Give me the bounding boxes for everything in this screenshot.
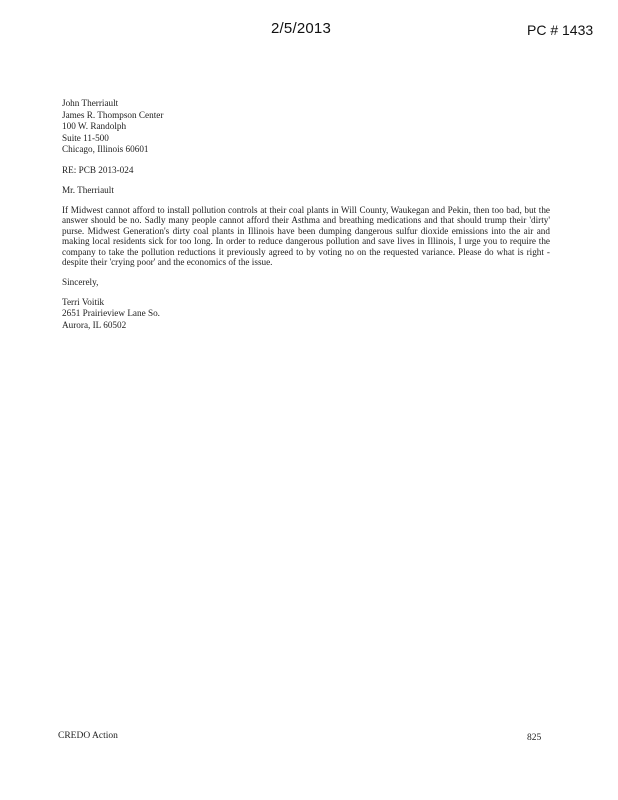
- sender-address-line: 2651 Prairieview Lane So.: [62, 308, 160, 319]
- public-comment-number: PC # 1433: [527, 22, 594, 38]
- recipient-address: [62, 98, 550, 156]
- sender-address-line: Terri Voitik: [62, 296, 105, 307]
- sender-address: [62, 297, 550, 332]
- recipient-address-line: John Therriault: [62, 98, 119, 108]
- recipient-address-line: James R. Thompson Center: [62, 109, 164, 120]
- letter-paragraph: If Midwest cannot afford to install pollution controls at their coal plants in Will County, Waukegan and Pekin, then too bad, but the answer should be no. Sadly many people cannot afford their Asthma and breathing medications and that should trump their 'dirty' purse. Midwest Generation's dirty coal plants in Illinois have been dumping dangerous sulfur dioxide emissions into the air and making local residents sick for too long. In order to reduce dangerous pollution and save lives in Illinois, I urge you to require the company to take the pollution reductions it previously agreed to by voting no on the requested variance. Please do what is right - despite their 'crying poor' and the economics of the issue.: [62, 204, 550, 268]
- re-line: RE: PCB 2013-024: [62, 164, 134, 175]
- recipient-address-line: Suite 11-500: [62, 132, 109, 143]
- closing: Sincerely,: [62, 277, 99, 288]
- letter-body: [62, 98, 550, 331]
- header-date: 2/5/2013: [271, 20, 331, 37]
- page-number: 825: [527, 733, 542, 743]
- salutation: Mr. Therriault: [62, 185, 114, 195]
- footer-organization: CREDO Action: [58, 731, 118, 741]
- recipient-address-line: Chicago, Illinois 60601: [62, 144, 149, 154]
- sender-address-line: Aurora, IL 60502: [62, 319, 127, 330]
- recipient-address-line: 100 W. Randolph: [62, 121, 127, 131]
